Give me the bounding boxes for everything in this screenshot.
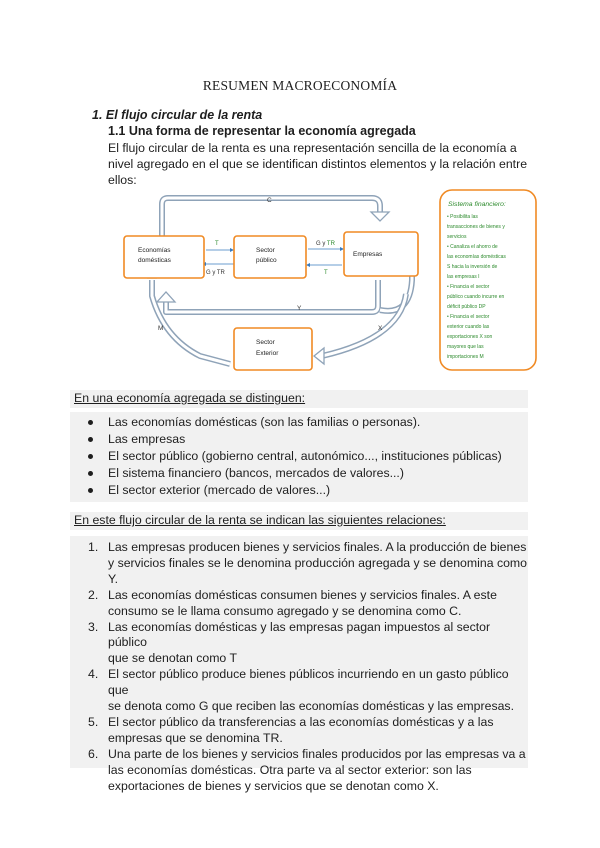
list-number: 2. (88, 587, 99, 602)
financiero-line: • Canaliza el ahorro de (447, 244, 498, 250)
list-item-line: Las empresas producen bienes y servicios finales. A la producción de bienes (108, 540, 527, 554)
financiero-line: público cuando incurre en (447, 294, 505, 300)
list-item-line: las economías domésticas. Otra parte va al sector exterior: son las (108, 762, 472, 777)
list-item-line: Las economías domésticas consumen bienes y servicios finales. A este (108, 587, 497, 602)
list-number: 6. (88, 746, 99, 761)
list-item (84, 667, 528, 715)
subsection-heading: 1.1 Una forma de representar la economía agregada (108, 124, 416, 138)
box-economias-domesticas-label-2: domésticas (138, 257, 171, 264)
financiero-line: déficit público DP (447, 304, 486, 310)
list-item-line: Una parte de los bienes y servicios finales producidos por las empresas va a (108, 746, 526, 761)
financiero-line: S hacia la inversión de (447, 264, 498, 270)
list-number: 5. (88, 714, 99, 729)
label-gtr-right: G y TR (316, 241, 335, 247)
list-item-line: que se denotan como T (108, 651, 237, 666)
section-heading: 1. El flujo circular de la renta (92, 108, 263, 122)
list-item: El sector exterior (mercado de valores...) (82, 482, 502, 499)
list-number: 3. (88, 619, 99, 634)
box-economias-domesticas-label-1: Economías (138, 247, 171, 254)
label-x: X (378, 325, 383, 332)
list-item (84, 588, 528, 620)
financiero-line: • Posibilita las (447, 214, 478, 220)
list-number: 1. (88, 540, 99, 554)
list-item-line: El sector público produce bienes públicos incurriendo en un gasto público que (108, 667, 509, 698)
financiero-line: exportaciones X son (447, 334, 493, 340)
box-sector-publico-label-1: Sector (256, 247, 275, 254)
financiero-line: importaciones M (447, 354, 484, 360)
flow-c-arrowhead (371, 212, 389, 221)
financiero-line: • Financia el sector (447, 314, 490, 320)
financiero-title: Sistema financiero: (448, 201, 506, 208)
list-item-line: Las economías domésticas y las empresas pagan impuestos al sector público (108, 619, 491, 650)
list-item (84, 747, 528, 795)
financiero-line: las economías domésticas (447, 254, 506, 260)
list-item: Las empresas (82, 431, 502, 448)
list-item: El sistema financiero (bancos, mercados de valores...) (82, 465, 502, 482)
list-item-line: empresas que se denomina TR. (108, 730, 283, 745)
list-item-line: y servicios finales se le denomina producción agregada y se denomina como (108, 555, 528, 570)
list-item-line: Y. (108, 571, 119, 586)
flow-y-arrowhead (157, 292, 175, 302)
list-item: Las economías domésticas (son las familias o personas). (82, 414, 502, 431)
list-item: El sector público (gobierno central, autonómico..., instituciones públicas) (82, 448, 502, 465)
financiero-line: • Financia el sector (447, 284, 490, 290)
financiero-line: transacciones de bienes y (447, 224, 505, 230)
section1-heading: En una economía agregada se distinguen: (74, 391, 306, 405)
box-empresas-label: Empresas (353, 251, 383, 258)
list-item-line: exportaciones de bienes y servicios que se denotan como X. (108, 778, 439, 793)
elements-list (82, 414, 502, 499)
flow-x-arrowhead (314, 348, 324, 364)
label-c: C (267, 197, 272, 204)
circular-flow-diagram (110, 188, 540, 374)
list-item-line: El sector público da transferencias a las economías domésticas y a las (108, 714, 494, 729)
document-title: RESUMEN MACROECONOMÍA (202, 78, 398, 93)
list-item (84, 715, 528, 747)
financiero-line: exterior cuando las (447, 324, 490, 330)
intro-paragraph: El flujo circular de la renta es una representación sencilla de la economía a nivel agregado en el que se identifican distintos elementos y la relación entre ellos: (108, 141, 528, 187)
list-item-line: se denota como G que reciben las economías domésticas y las empresas. (108, 699, 515, 714)
label-y: Y (297, 305, 302, 312)
flow-y-arrow (166, 280, 378, 312)
financiero-line: mayores que las (447, 344, 484, 350)
list-number: 4. (88, 667, 99, 682)
relations-list (84, 540, 528, 795)
list-item-line: consumo se le llama consumo agregado y se denomina como C. (108, 603, 462, 618)
list-item (84, 620, 528, 668)
financiero-line: servicios (447, 234, 467, 240)
box-sector-publico-label-2: público (256, 257, 277, 264)
box-sector-exterior-label-1: Sector (256, 339, 275, 346)
financiero-line: las empresas I (447, 274, 480, 280)
flow-x-arrow-2 (322, 294, 406, 356)
label-t-right: T (324, 270, 328, 276)
list-item (84, 540, 528, 588)
label-m: M (158, 325, 164, 332)
label-t-left: T (215, 241, 219, 247)
box-sector-exterior (234, 328, 312, 370)
section2-heading: En este flujo circular de la renta se indican las siguientes relaciones: (74, 513, 446, 527)
label-gtr-left: G y TR (206, 270, 225, 276)
flow-x-arrow (380, 276, 412, 311)
box-sector-exterior-label-2: Exterior (256, 350, 279, 357)
